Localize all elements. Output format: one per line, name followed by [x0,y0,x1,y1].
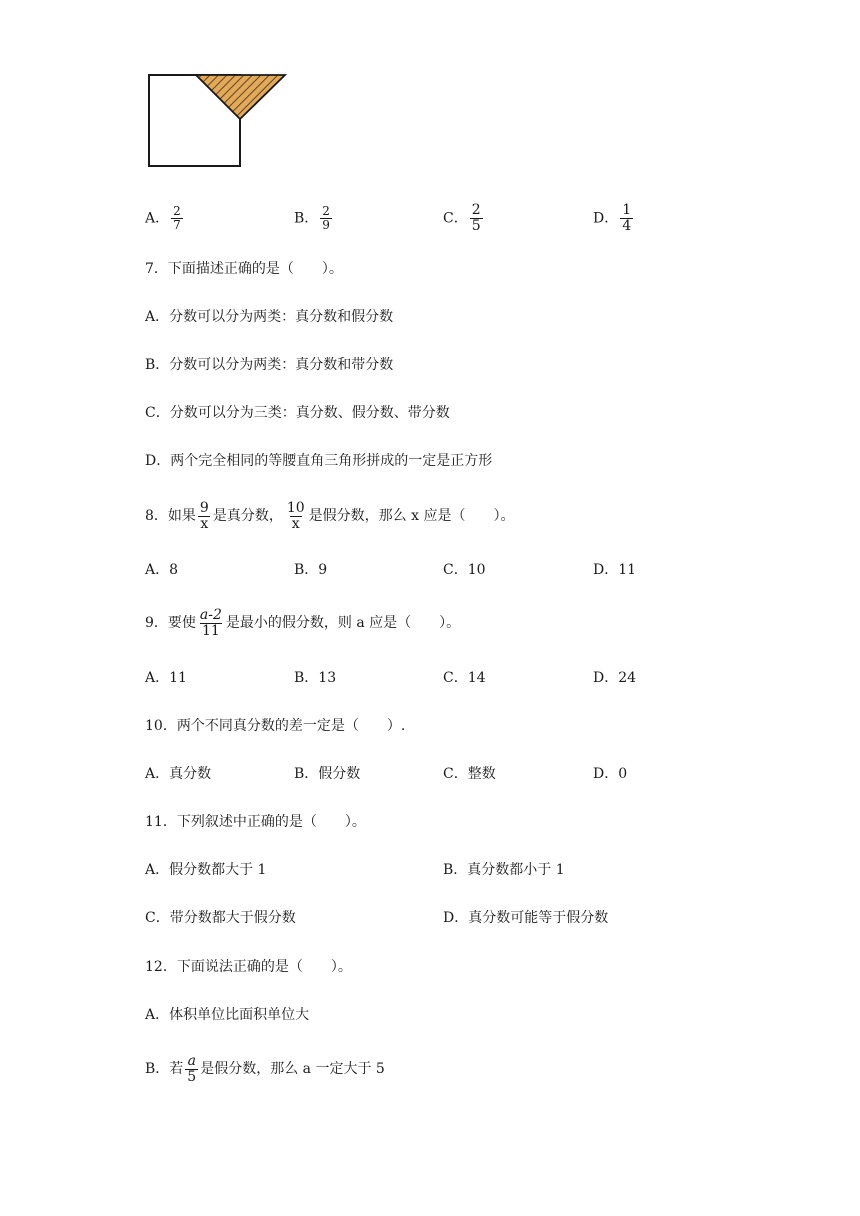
q10-option-a[interactable]: A．真分数 [145,766,212,782]
q8-stem: 8．如果 $\frac{9}{x}$ 是真分数， $\frac{10}{x}$ 是假分数，那么 x 应是（ ）。 [145,499,515,532]
fraction: $\frac{2}{9}$ [322,204,330,232]
q11-option-b[interactable]: B．真分数都小于 1 [443,862,565,878]
q10-option-b[interactable]: B．假分数 [294,766,361,782]
q7-stem: 7．下面描述正确的是（ ）。 [145,261,343,277]
q11-option-c[interactable]: C．带分数都大于假分数 [145,910,296,926]
q8-option-a[interactable]: A．8 [145,562,179,578]
q6-option-c[interactable]: C． $\frac{2}{5}$ [443,202,481,234]
q7-option-d[interactable]: D．两个完全相同的等腰直角三角形拼成的一定是正方形 [145,453,493,469]
fraction: $\frac{2}{5}$ [471,202,481,234]
q12-option-a[interactable]: A．体积单位比面积单位大 [145,1007,310,1023]
q11-stem: 11．下列叙述中正确的是（ ）。 [145,814,366,830]
fraction: $\frac{9}{x}$ [199,499,209,532]
fraction: $\frac{10}{x}$ [286,499,305,532]
q9-stem: 9．要使 $\frac{a-2}{11}$ 是最小的假分数，则 a 应是（ ）。 [145,606,461,639]
q8-option-b[interactable]: B．9 [294,562,328,578]
q9-option-c[interactable]: C．14 [443,670,486,686]
q11-option-d[interactable]: D．真分数可能等于假分数 [443,910,609,926]
fraction: $\frac{2}{7}$ [173,204,181,232]
fraction: $\frac{a-2}{11}$ [199,606,222,639]
q8-option-c[interactable]: C．10 [443,562,486,578]
q6-option-b[interactable]: B． $\frac{2}{9}$ [294,204,330,232]
q10-option-c[interactable]: C．整数 [443,766,496,782]
q7-option-a[interactable]: A．分数可以分为两类：真分数和假分数 [145,309,394,325]
q9-option-d[interactable]: D．24 [593,670,637,686]
q8-option-d[interactable]: D．11 [593,562,637,578]
q7-option-b[interactable]: B．分数可以分为两类：真分数和带分数 [145,357,394,373]
q6-option-d[interactable]: D． $\frac{1}{4}$ [593,202,632,234]
fraction: $\frac{1}{4}$ [622,202,632,234]
q12-stem: 12．下面说法正确的是（ ）。 [145,959,352,975]
square-triangle-figure [140,68,300,172]
q7-option-c[interactable]: C．分数可以分为三类：真分数、假分数、带分数 [145,405,450,421]
q10-option-d[interactable]: D．0 [593,766,628,782]
q10-stem: 10．两个不同真分数的差一定是（ ）. [145,718,406,734]
q6-option-a[interactable]: A． $\frac{2}{7}$ [145,204,181,232]
q9-option-a[interactable]: A．11 [145,670,187,686]
q12-option-b[interactable]: B．若 $\frac{a}{5}$ 是假分数，那么 a 一定大于 5 [145,1052,385,1085]
q11-option-a[interactable]: A．假分数都大于 1 [145,862,267,878]
shaded-triangle [196,75,285,119]
q9-option-b[interactable]: B．13 [294,670,337,686]
fraction: $\frac{a}{5}$ [187,1052,197,1085]
